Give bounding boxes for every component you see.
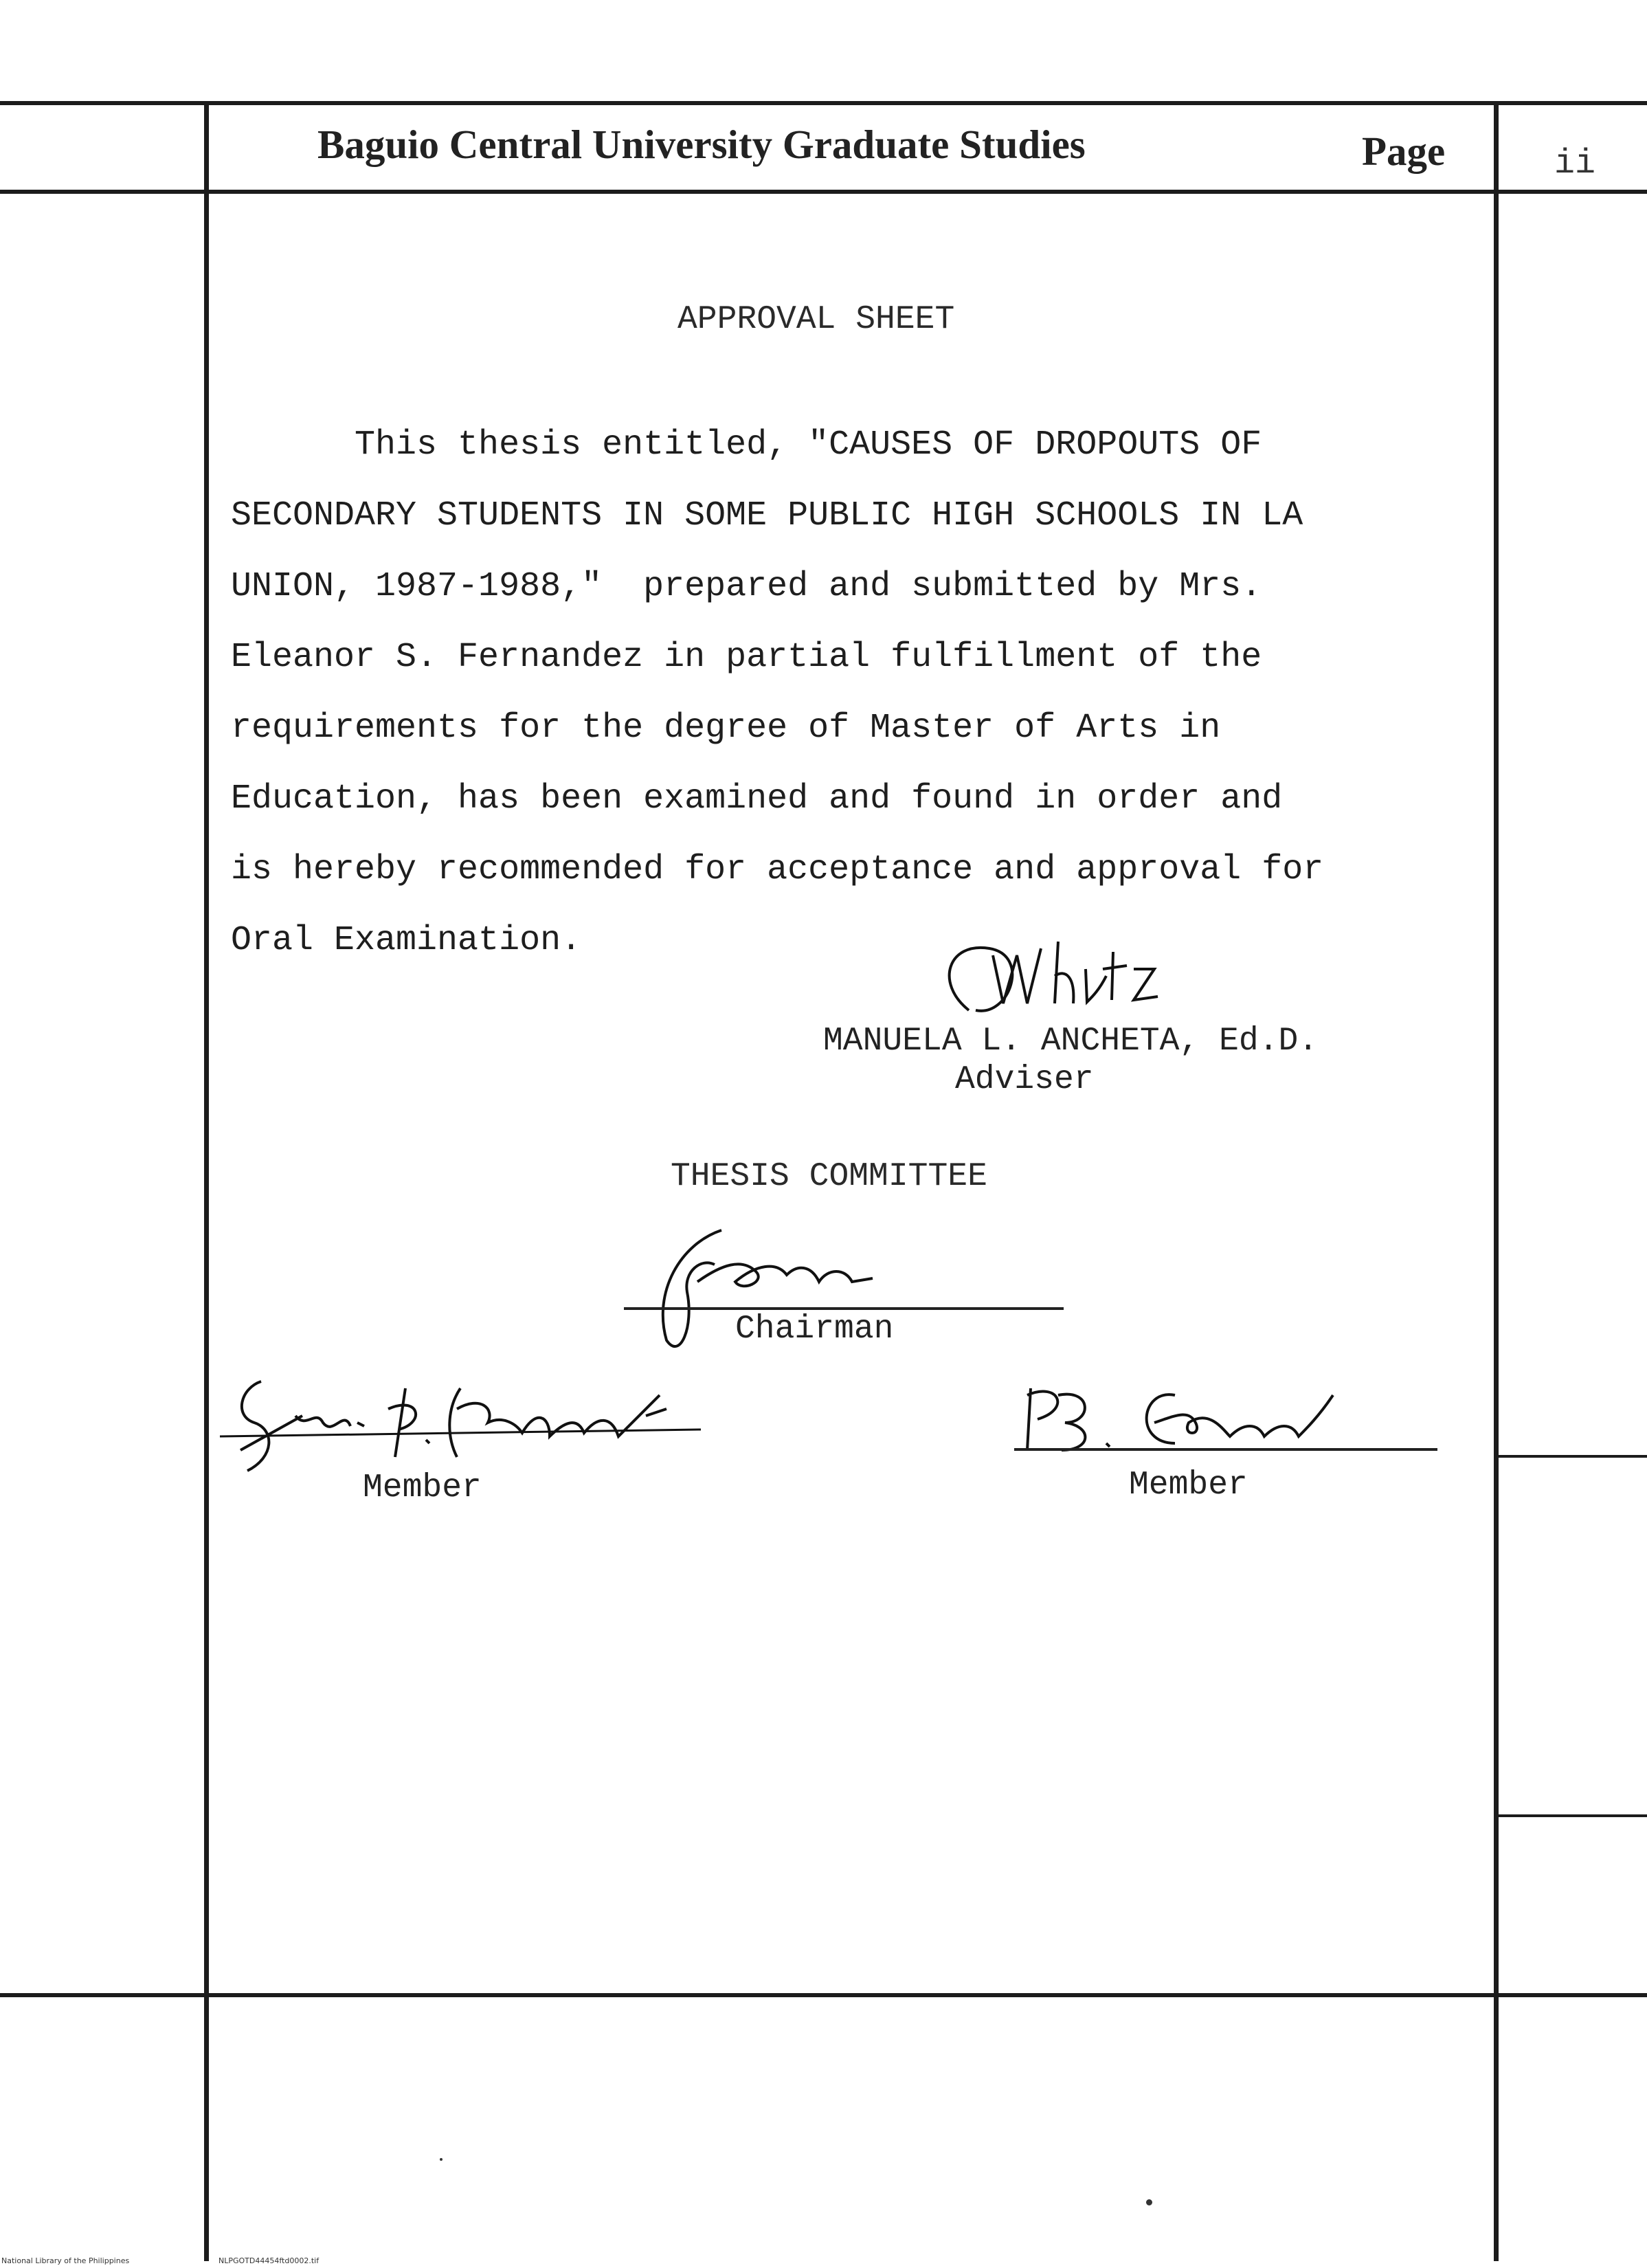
approval-sheet-heading: APPROVAL SHEET — [677, 301, 955, 338]
adviser-role: Adviser — [955, 1061, 1094, 1098]
thesis-committee-heading: THESIS COMMITTEE — [671, 1158, 987, 1195]
right-column-rule-1 — [1497, 1455, 1647, 1458]
member-right-role: Member — [1129, 1467, 1248, 1504]
chairman-signature-line — [624, 1307, 1064, 1310]
scan-speck — [440, 2158, 442, 2161]
university-header-title: Baguio Central University Graduate Studies — [317, 122, 1086, 167]
page-number: ii — [1554, 144, 1596, 184]
left-margin-rule — [204, 103, 209, 2261]
approval-body-paragraph: This thesis entitled, "CAUSES OF DROPOUTS OF SECONDARY STUDENTS IN SOME PUBLIC HIGH SCHOOLS IN LA UNION, 1987-1988," prepared and submitted by Mrs. Eleanor S. Fernandez in partial fulfillment of the requirements for the degree of Master of Arts in Education, has been examined and found in order and is hereby recommended for acceptance and approval for Oral Examination. — [231, 425, 1324, 960]
member-right-signature — [1017, 1375, 1388, 1471]
top-rule — [0, 101, 1647, 105]
scan-filename: NLPGOTD44454ftd0002.tif — [219, 2256, 320, 2265]
bottom-rule — [0, 1993, 1647, 1997]
adviser-name: MANUELA L. ANCHETA, Ed.D. — [823, 1023, 1319, 1060]
member-right-signature-line — [1014, 1448, 1437, 1451]
page-label: Page — [1362, 129, 1446, 174]
member-left-role: Member — [363, 1469, 482, 1507]
right-margin-rule — [1494, 103, 1499, 2261]
library-footer: National Library of the Philippines — [1, 2256, 130, 2265]
chairman-role: Chairman — [735, 1311, 894, 1348]
right-column-rule-2 — [1497, 1814, 1647, 1817]
header-bottom-rule — [0, 190, 1647, 194]
scan-speck — [1146, 2199, 1152, 2205]
